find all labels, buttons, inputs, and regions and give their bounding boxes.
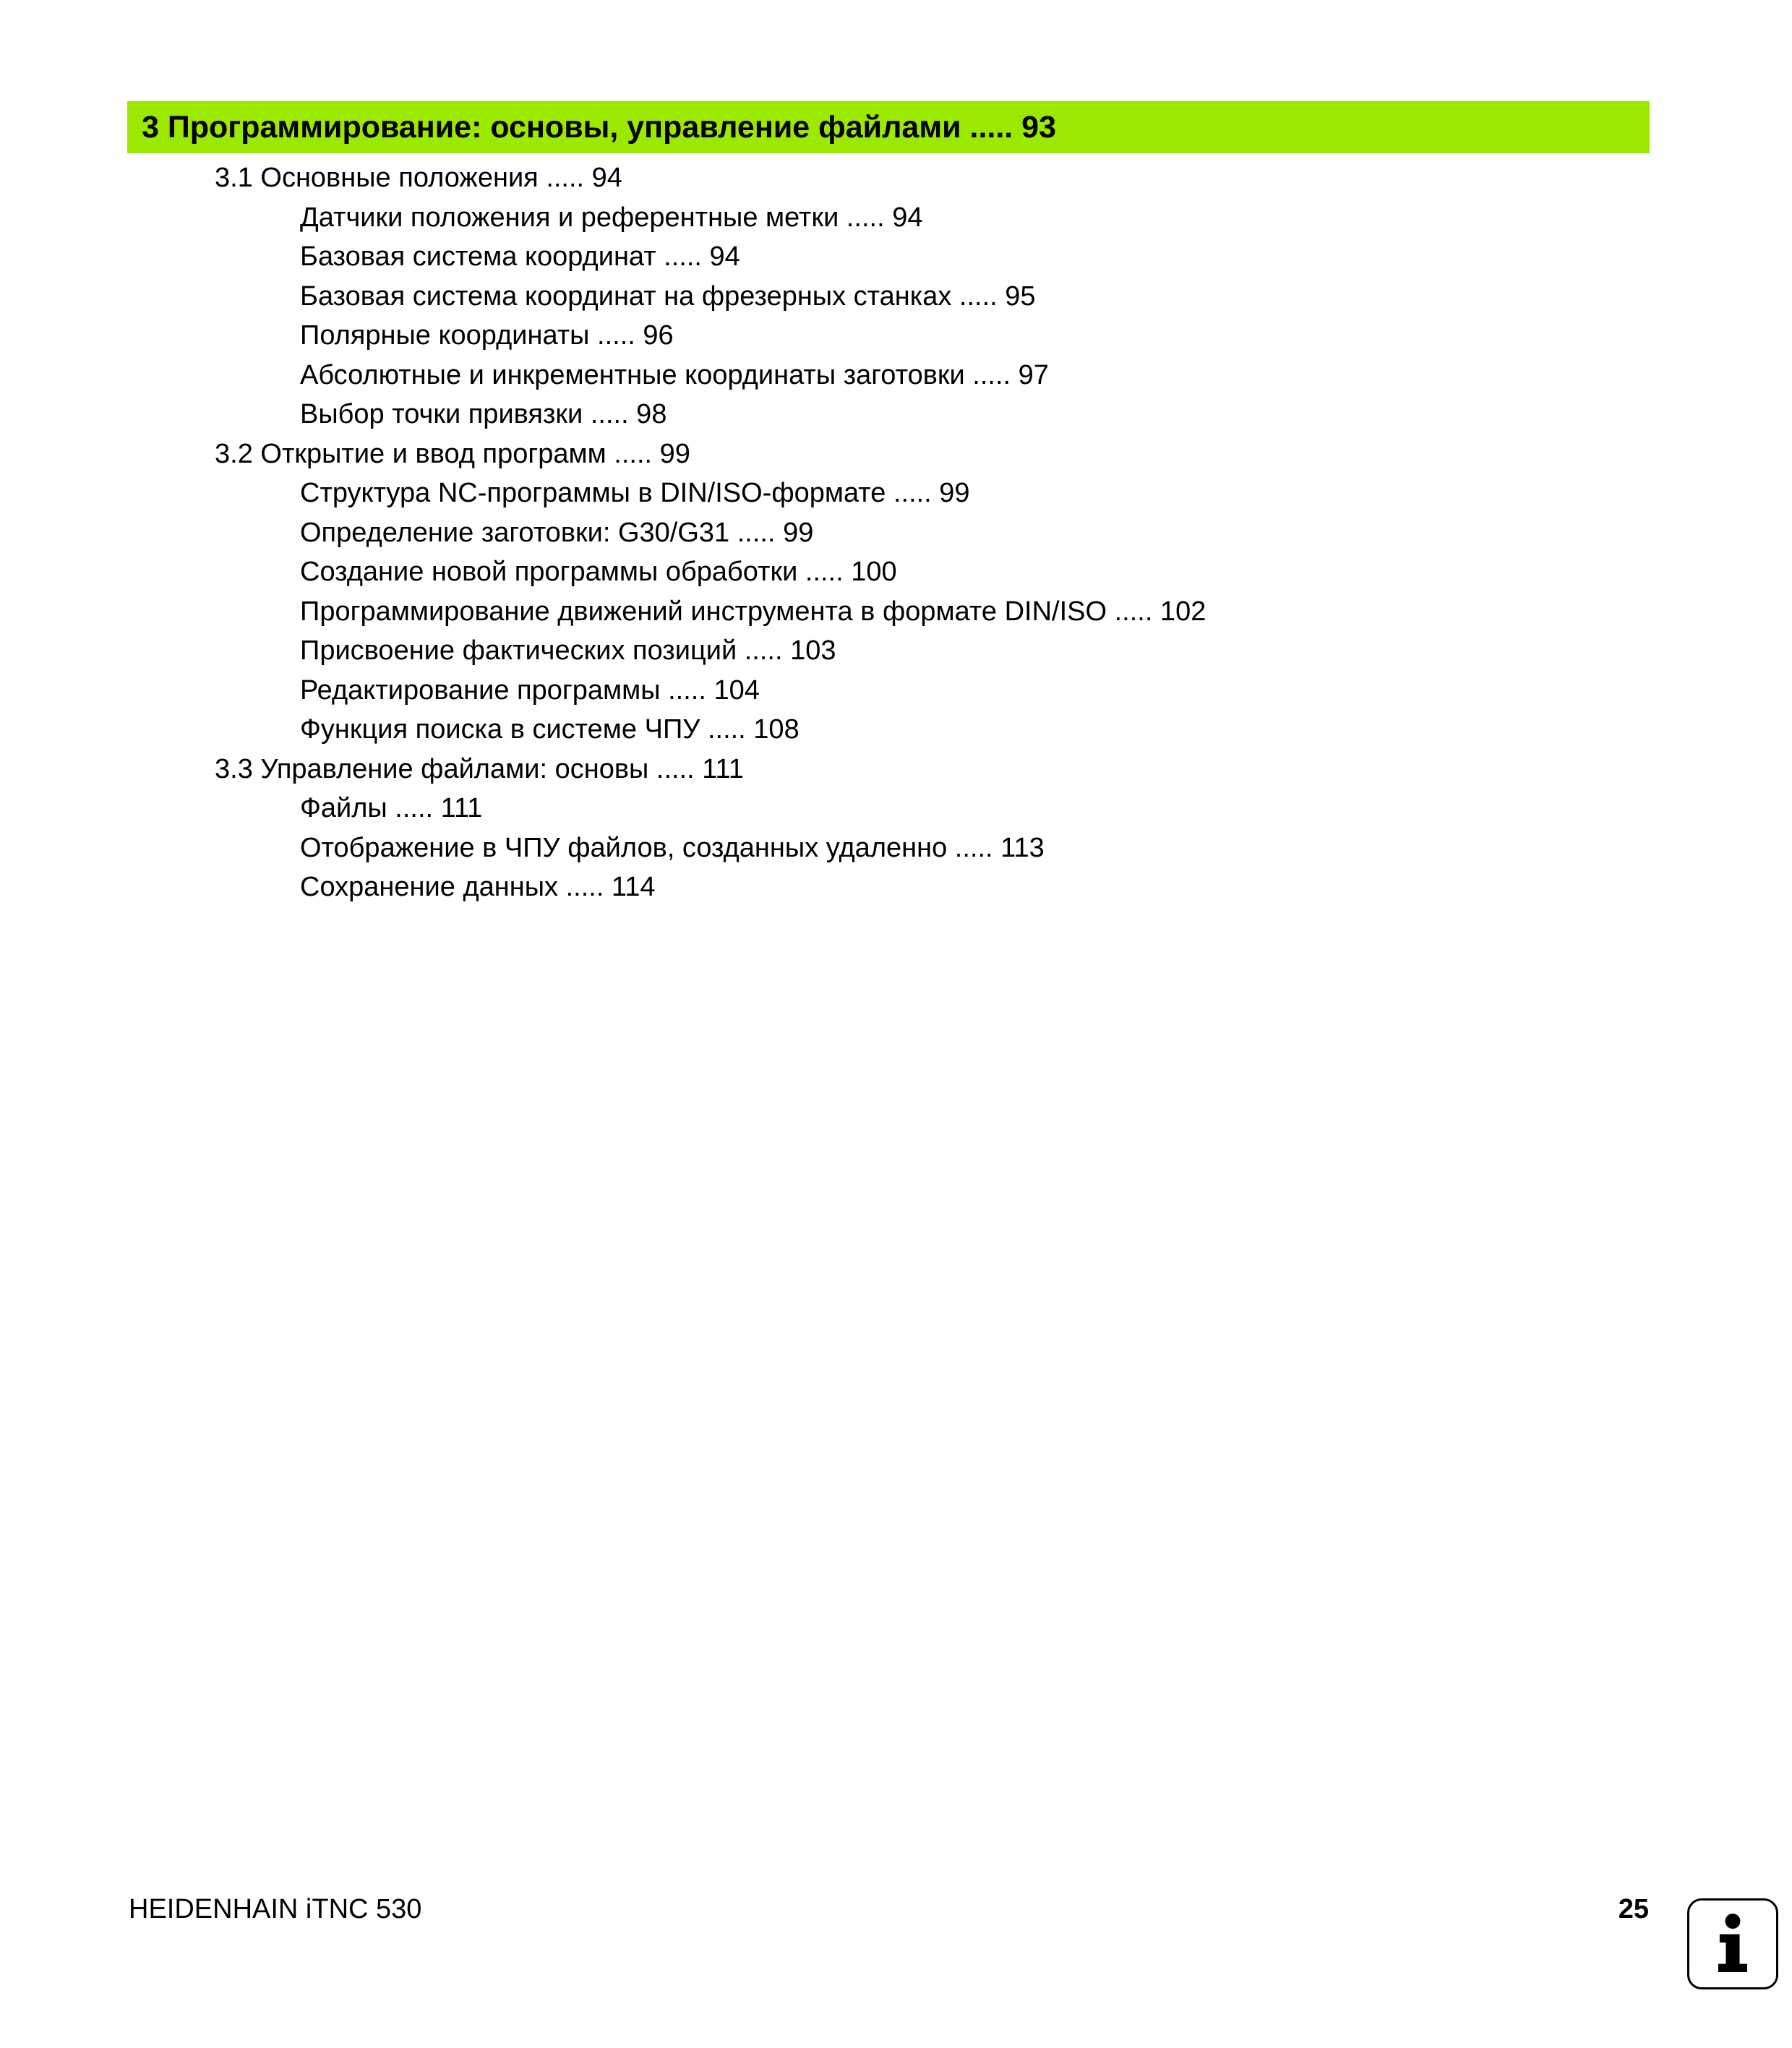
toc-subsection-entry[interactable]: Структура NC-программы в DIN/ISO-формате ..... 99 — [300, 478, 970, 508]
toc-subsection-entry[interactable]: Функция поиска в системе ЧПУ ..... 108 — [300, 714, 799, 745]
chapter-header-bar — [127, 101, 1650, 153]
toc-subsection-entry[interactable]: Определение заготовки: G30/G31 ..... 99 — [300, 517, 814, 548]
toc-section-entry[interactable]: 3.1 Основные положения ..... 94 — [215, 163, 622, 193]
toc-subsection-entry[interactable]: Выбор точки привязки ..... 98 — [300, 399, 667, 429]
toc-subsection-entry[interactable]: Отображение в ЧПУ файлов, созданных удаленно ..... 113 — [300, 832, 1045, 863]
toc-subsection-entry[interactable]: Присвоение фактических позиций ..... 103 — [300, 635, 836, 666]
toc-section-entry[interactable]: 3.2 Открытие и ввод программ ..... 99 — [215, 438, 690, 469]
toc-subsection-entry[interactable]: Файлы ..... 111 — [300, 793, 483, 823]
toc-subsection-entry[interactable]: Сохранение данных ..... 114 — [300, 872, 656, 902]
toc-subsection-entry[interactable]: Базовая система координат на фрезерных станках ..... 95 — [300, 280, 1036, 312]
toc-subsection-entry[interactable]: Датчики положения и референтные метки ..... 94 — [300, 202, 923, 233]
chapter-title: 3 Программирование: основы, управление файлами ..... 93 — [142, 109, 1057, 145]
toc-subsection-entry[interactable]: Программирование движений инструмента в формате DIN/ISO ..... 102 — [300, 596, 1206, 627]
info-icon — [1687, 1898, 1778, 1989]
toc-subsection-entry[interactable]: Абсолютные и инкрементные координаты заготовки ..... 97 — [300, 359, 1049, 390]
toc-section-entry[interactable]: 3.3 Управление файлами: основы ..... 111 — [215, 753, 745, 784]
toc-subsection-entry[interactable]: Базовая система координат ..... 94 — [300, 241, 740, 272]
toc-subsection-entry[interactable]: Редактирование программы ..... 104 — [300, 674, 760, 706]
footer-page-number: 25 — [1618, 1894, 1649, 1924]
toc-subsection-entry[interactable]: Полярные координаты ..... 96 — [300, 320, 674, 351]
table-of-contents — [0, 158, 1792, 907]
toc-subsection-entry[interactable]: Создание новой программы обработки ..... 100 — [300, 557, 897, 587]
footer-product-name: HEIDENHAIN iTNC 530 — [129, 1894, 422, 1924]
